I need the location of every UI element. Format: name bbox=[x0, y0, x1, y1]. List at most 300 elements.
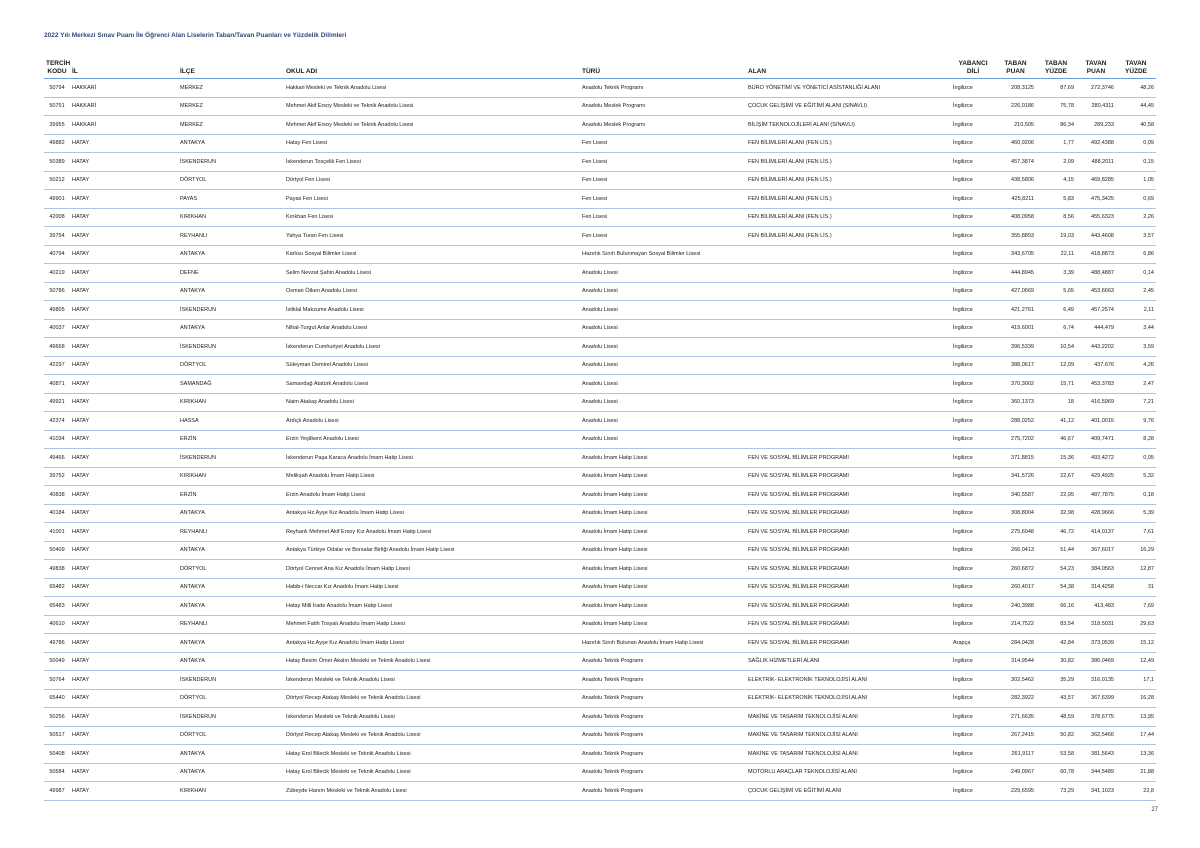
cell-taban-puan: 210,505 bbox=[995, 116, 1036, 135]
cell-il: HATAY bbox=[70, 560, 178, 579]
cell-taban-yuzde: 22,95 bbox=[1036, 486, 1076, 505]
cell-ilce: KIRIKHAN bbox=[178, 208, 284, 227]
cell-tavan-yuzde: 0,15 bbox=[1116, 153, 1156, 172]
cell-okul: Reyhanlı Mehmet Akif Ersoy Kız Anadolu İmam Hatip Lisesi bbox=[284, 523, 580, 542]
cell-tur: Anadolu İmam Hatip Lisesi bbox=[580, 467, 746, 486]
cell-il: HATAY bbox=[70, 523, 178, 542]
table-row bbox=[44, 634, 1156, 653]
cell-tur: Anadolu İmam Hatip Lisesi bbox=[580, 578, 746, 597]
cell-il: HATAY bbox=[70, 504, 178, 523]
cell-taban-yuzde: 86,34 bbox=[1036, 116, 1076, 135]
cell-dil: İngilizce bbox=[951, 338, 995, 357]
cell-dil: İngilizce bbox=[951, 79, 995, 98]
cell-kod: 39752 bbox=[44, 467, 70, 486]
cell-dil: İngilizce bbox=[951, 615, 995, 634]
table-row bbox=[44, 245, 1156, 264]
cell-ilce: SAMANDAĞ bbox=[178, 375, 284, 394]
cell-dil: İngilizce bbox=[951, 652, 995, 671]
cell-taban-puan: 419,6001 bbox=[995, 319, 1036, 338]
cell-taban-yuzde: 5,65 bbox=[1036, 282, 1076, 301]
cell-il: HATAY bbox=[70, 708, 178, 727]
cell-kod: 50786 bbox=[44, 282, 70, 301]
table-row bbox=[44, 615, 1156, 634]
cell-tavan-puan: 289,233 bbox=[1076, 116, 1116, 135]
cell-tur: Anadolu İmam Hatip Lisesi bbox=[580, 504, 746, 523]
cell-tavan-puan: 453,6663 bbox=[1076, 282, 1116, 301]
cell-dil: İngilizce bbox=[951, 708, 995, 727]
cell-taban-yuzde: 5,83 bbox=[1036, 190, 1076, 209]
cell-okul: Ardıçlı Anadolu Lisesi bbox=[284, 412, 580, 431]
cell-tavan-yuzde: 3,57 bbox=[1116, 227, 1156, 246]
cell-tur: Anadolu Lisesi bbox=[580, 282, 746, 301]
cell-tavan-puan: 280,4311 bbox=[1076, 97, 1116, 116]
cell-ilce: DÖRTYOL bbox=[178, 560, 284, 579]
header-okul: OKUL ADI bbox=[284, 56, 580, 79]
cell-taban-yuzde: 83,54 bbox=[1036, 615, 1076, 634]
cell-il: HATAY bbox=[70, 338, 178, 357]
cell-kod: 50794 bbox=[44, 79, 70, 98]
cell-kod: 49466 bbox=[44, 449, 70, 468]
cell-tavan-yuzde: 40,58 bbox=[1116, 116, 1156, 135]
cell-okul: Antakya Hz.Ayşe Kız Anadolu İmam Hatip Lisesi bbox=[284, 504, 580, 523]
cell-ilce: ANTAKYA bbox=[178, 578, 284, 597]
cell-il: HAKKARİ bbox=[70, 79, 178, 98]
cell-dil: İngilizce bbox=[951, 171, 995, 190]
cell-taban-yuzde: 66,16 bbox=[1036, 597, 1076, 616]
cell-ilce: DÖRTYOL bbox=[178, 171, 284, 190]
cell-dil: İngilizce bbox=[951, 745, 995, 764]
cell-tur: Anadolu Teknik Programı bbox=[580, 782, 746, 801]
cell-alan: FEN BİLİMLERİ ALANI (FEN LİS.) bbox=[746, 208, 951, 227]
cell-tur: Hazırlık Sınıfı Bulunan Anadolu İmam Hatip Lisesi bbox=[580, 634, 746, 653]
cell-taban-yuzde: 73,29 bbox=[1036, 782, 1076, 801]
cell-il: HATAY bbox=[70, 171, 178, 190]
cell-kod: 50751 bbox=[44, 97, 70, 116]
cell-kod: 50584 bbox=[44, 763, 70, 782]
cell-taban-yuzde: 3,39 bbox=[1036, 264, 1076, 283]
cell-kod: 39754 bbox=[44, 227, 70, 246]
cell-tur: Anadolu Teknik Programı bbox=[580, 671, 746, 690]
cell-taban-yuzde: 18 bbox=[1036, 393, 1076, 412]
cell-tavan-yuzde: 17,1 bbox=[1116, 671, 1156, 690]
cell-il: HATAY bbox=[70, 356, 178, 375]
cell-ilce: MERKEZ bbox=[178, 97, 284, 116]
cell-taban-puan: 275,6048 bbox=[995, 523, 1036, 542]
cell-ilce: HASSA bbox=[178, 412, 284, 431]
cell-taban-yuzde: 30,82 bbox=[1036, 652, 1076, 671]
cell-taban-yuzde: 19,03 bbox=[1036, 227, 1076, 246]
cell-taban-puan: 261,9117 bbox=[995, 745, 1036, 764]
cell-okul: Erzin Yeşilkent Anadolu Lisesi bbox=[284, 430, 580, 449]
cell-ilce: DÖRTYOL bbox=[178, 689, 284, 708]
cell-il: HATAY bbox=[70, 153, 178, 172]
cell-dil: İngilizce bbox=[951, 190, 995, 209]
cell-tavan-yuzde: 7,69 bbox=[1116, 597, 1156, 616]
cell-tur: Fen Lisesi bbox=[580, 134, 746, 153]
cell-okul: Hatay Milli İrade Anadolu İmam Hatip Lisesi bbox=[284, 597, 580, 616]
cell-alan bbox=[746, 301, 951, 320]
cell-kod: 50049 bbox=[44, 652, 70, 671]
cell-ilce: ERZİN bbox=[178, 430, 284, 449]
cell-alan bbox=[746, 319, 951, 338]
cell-okul: Dörtyol Recep Atakaş Mesleki ve Teknik Anadolu Lisesi bbox=[284, 689, 580, 708]
cell-tur: Anadolu Lisesi bbox=[580, 356, 746, 375]
table-row bbox=[44, 356, 1156, 375]
cell-il: HATAY bbox=[70, 763, 178, 782]
cell-tavan-puan: 437,676 bbox=[1076, 356, 1116, 375]
table-row bbox=[44, 393, 1156, 412]
cell-alan: FEN VE SOSYAL BİLİMLER PROGRAMI bbox=[746, 560, 951, 579]
cell-taban-yuzde: 15,36 bbox=[1036, 449, 1076, 468]
cell-alan: FEN VE SOSYAL BİLİMLER PROGRAMI bbox=[746, 578, 951, 597]
header-tur: TÜRÜ bbox=[580, 56, 746, 79]
cell-ilce: DÖRTYOL bbox=[178, 356, 284, 375]
table-row bbox=[44, 745, 1156, 764]
cell-kod: 50409 bbox=[44, 541, 70, 560]
cell-taban-yuzde: 51,44 bbox=[1036, 541, 1076, 560]
cell-dil: İngilizce bbox=[951, 578, 995, 597]
cell-tavan-yuzde: 16,28 bbox=[1116, 689, 1156, 708]
cell-okul: Selim Nevzat Şahin Anadolu Lisesi bbox=[284, 264, 580, 283]
cell-tavan-puan: 443,2202 bbox=[1076, 338, 1116, 357]
cell-taban-puan: 421,2761 bbox=[995, 301, 1036, 320]
cell-tur: Anadolu İmam Hatip Lisesi bbox=[580, 560, 746, 579]
cell-il: HATAY bbox=[70, 578, 178, 597]
cell-okul: İskenderun Paşa Karaca Anadolu İmam Hatip Lisesi bbox=[284, 449, 580, 468]
cell-alan: MAKİNE VE TASARIM TEKNOLOJİSİ ALANI bbox=[746, 708, 951, 727]
cell-tur: Anadolu Teknik Programı bbox=[580, 79, 746, 98]
cell-okul: Samandağ Atatürk Anadolu Lisesi bbox=[284, 375, 580, 394]
cell-dil: İngilizce bbox=[951, 264, 995, 283]
cell-dil: İngilizce bbox=[951, 245, 995, 264]
header-alan: ALAN bbox=[746, 56, 951, 79]
cell-kod: 40219 bbox=[44, 264, 70, 283]
cell-taban-puan: 260,6872 bbox=[995, 560, 1036, 579]
cell-taban-puan: 284,0428 bbox=[995, 634, 1036, 653]
cell-taban-puan: 444,8945 bbox=[995, 264, 1036, 283]
cell-tavan-yuzde: 9,76 bbox=[1116, 412, 1156, 431]
cell-taban-yuzde: 50,82 bbox=[1036, 726, 1076, 745]
cell-alan: FEN BİLİMLERİ ALANI (FEN LİS.) bbox=[746, 171, 951, 190]
cell-tavan-puan: 455,6323 bbox=[1076, 208, 1116, 227]
cell-taban-puan: 457,3874 bbox=[995, 153, 1036, 172]
cell-okul: İskenderun Tosçelik Fen Lisesi bbox=[284, 153, 580, 172]
cell-dil: İngilizce bbox=[951, 393, 995, 412]
cell-taban-puan: 275,7202 bbox=[995, 430, 1036, 449]
cell-alan bbox=[746, 264, 951, 283]
table-row bbox=[44, 726, 1156, 745]
cell-kod: 50764 bbox=[44, 671, 70, 690]
cell-dil: İngilizce bbox=[951, 375, 995, 394]
cell-taban-yuzde: 46,72 bbox=[1036, 523, 1076, 542]
table-row bbox=[44, 504, 1156, 523]
cell-tavan-yuzde: 3,44 bbox=[1116, 319, 1156, 338]
cell-tavan-puan: 429,4925 bbox=[1076, 467, 1116, 486]
cell-okul: Antakya Hz.Ayşe Kız Anadolu İmam Hatip Lisesi bbox=[284, 634, 580, 653]
cell-tavan-puan: 318,5031 bbox=[1076, 615, 1116, 634]
cell-okul: Hatay Erol Bilecik Mesleki ve Teknik Anadolu Lisesi bbox=[284, 763, 580, 782]
cell-ilce: MERKEZ bbox=[178, 79, 284, 98]
cell-taban-yuzde: 6,49 bbox=[1036, 301, 1076, 320]
table-row bbox=[44, 319, 1156, 338]
cell-alan: ÇOCUK GELİŞİMİ VE EĞİTİMİ ALANI bbox=[746, 782, 951, 801]
cell-taban-yuzde: 53,58 bbox=[1036, 745, 1076, 764]
cell-kod: 41034 bbox=[44, 430, 70, 449]
cell-taban-puan: 249,0967 bbox=[995, 763, 1036, 782]
table-row bbox=[44, 430, 1156, 449]
cell-taban-yuzde: 60,78 bbox=[1036, 763, 1076, 782]
cell-ilce: ERZİN bbox=[178, 486, 284, 505]
cell-il: HATAY bbox=[70, 726, 178, 745]
cell-alan: FEN VE SOSYAL BİLİMLER PROGRAMI bbox=[746, 449, 951, 468]
cell-tavan-puan: 413,483 bbox=[1076, 597, 1116, 616]
cell-okul: Kırıkhan Fen Lisesi bbox=[284, 208, 580, 227]
cell-il: HATAY bbox=[70, 301, 178, 320]
cell-alan: FEN VE SOSYAL BİLİMLER PROGRAMI bbox=[746, 634, 951, 653]
cell-tur: Fen Lisesi bbox=[580, 208, 746, 227]
cell-tavan-puan: 457,2574 bbox=[1076, 301, 1116, 320]
cell-alan: FEN VE SOSYAL BİLİMLER PROGRAMI bbox=[746, 541, 951, 560]
cell-okul: İskenderun Mesleki ve Teknik Anadolu Lisesi bbox=[284, 708, 580, 727]
cell-taban-puan: 460,9206 bbox=[995, 134, 1036, 153]
cell-taban-puan: 371,8815 bbox=[995, 449, 1036, 468]
cell-taban-puan: 267,2415 bbox=[995, 726, 1036, 745]
cell-dil: İngilizce bbox=[951, 208, 995, 227]
table-row bbox=[44, 171, 1156, 190]
cell-tavan-yuzde: 2,26 bbox=[1116, 208, 1156, 227]
cell-alan: MAKİNE VE TASARIM TEKNOLOJİSİ ALANI bbox=[746, 745, 951, 764]
cell-il: HAKKARİ bbox=[70, 116, 178, 135]
cell-taban-puan: 226,0186 bbox=[995, 97, 1036, 116]
cell-tur: Anadolu Lisesi bbox=[580, 319, 746, 338]
cell-kod: 40037 bbox=[44, 319, 70, 338]
cell-okul: Melikşah Anadolu İmam Hatip Lisesi bbox=[284, 467, 580, 486]
cell-tavan-puan: 488,2011 bbox=[1076, 153, 1116, 172]
cell-alan: BİLİŞİM TEKNOLOJİLERİ ALANI (SINAVLI) bbox=[746, 116, 951, 135]
cell-alan bbox=[746, 430, 951, 449]
cell-okul: Naim Atakaş Anadolu Lisesi bbox=[284, 393, 580, 412]
cell-il: HATAY bbox=[70, 375, 178, 394]
score-table bbox=[44, 56, 1156, 801]
header-il: İL bbox=[70, 56, 178, 79]
cell-dil: İngilizce bbox=[951, 116, 995, 135]
cell-tavan-yuzde: 0,69 bbox=[1116, 190, 1156, 209]
cell-dil: İngilizce bbox=[951, 486, 995, 505]
cell-alan bbox=[746, 282, 951, 301]
cell-tavan-puan: 488,4887 bbox=[1076, 264, 1116, 283]
cell-tavan-puan: 316,0135 bbox=[1076, 671, 1116, 690]
header-taban-yuzde: TABAN YÜZDE bbox=[1036, 56, 1076, 79]
cell-ilce: MERKEZ bbox=[178, 116, 284, 135]
cell-tavan-yuzde: 31 bbox=[1116, 578, 1156, 597]
cell-tur: Fen Lisesi bbox=[580, 153, 746, 172]
cell-alan: FEN VE SOSYAL BİLİMLER PROGRAMI bbox=[746, 615, 951, 634]
table-row bbox=[44, 486, 1156, 505]
table-row bbox=[44, 578, 1156, 597]
cell-taban-puan: 302,5462 bbox=[995, 671, 1036, 690]
cell-alan: FEN VE SOSYAL BİLİMLER PROGRAMI bbox=[746, 486, 951, 505]
cell-alan: FEN BİLİMLERİ ALANI (FEN LİS.) bbox=[746, 190, 951, 209]
cell-ilce: ANTAKYA bbox=[178, 597, 284, 616]
cell-okul: Süleyman Demirel Anadolu Lisesi bbox=[284, 356, 580, 375]
cell-dil: İngilizce bbox=[951, 523, 995, 542]
cell-okul: Osman Ötken Anadolu Lisesi bbox=[284, 282, 580, 301]
cell-okul: Yahya Turan Fen Lisesi bbox=[284, 227, 580, 246]
cell-dil: İngilizce bbox=[951, 689, 995, 708]
cell-okul: Dörtyol Fen Lisesi bbox=[284, 171, 580, 190]
cell-taban-puan: 340,5587 bbox=[995, 486, 1036, 505]
cell-taban-yuzde: 42,84 bbox=[1036, 634, 1076, 653]
cell-tavan-yuzde: 8,28 bbox=[1116, 430, 1156, 449]
cell-kod: 49838 bbox=[44, 560, 70, 579]
cell-tavan-yuzde: 2,45 bbox=[1116, 282, 1156, 301]
table-row bbox=[44, 689, 1156, 708]
cell-ilce: REYHANLI bbox=[178, 523, 284, 542]
cell-kod: 40610 bbox=[44, 615, 70, 634]
cell-kod: 65483 bbox=[44, 597, 70, 616]
cell-tur: Anadolu Lisesi bbox=[580, 393, 746, 412]
cell-tavan-yuzde: 0,18 bbox=[1116, 486, 1156, 505]
header-tavan-puan: TAVAN PUAN bbox=[1076, 56, 1116, 79]
cell-kod: 41001 bbox=[44, 523, 70, 542]
cell-tur: Fen Lisesi bbox=[580, 190, 746, 209]
cell-dil: İngilizce bbox=[951, 282, 995, 301]
cell-tavan-puan: 373,0539 bbox=[1076, 634, 1116, 653]
cell-tur: Anadolu Teknik Programı bbox=[580, 652, 746, 671]
cell-kod: 49987 bbox=[44, 782, 70, 801]
table-row bbox=[44, 782, 1156, 801]
cell-ilce: DÖRTYOL bbox=[178, 726, 284, 745]
cell-alan: FEN VE SOSYAL BİLİMLER PROGRAMI bbox=[746, 504, 951, 523]
cell-alan bbox=[746, 338, 951, 357]
cell-okul: Mehmet Akif Ersoy Mesleki ve Teknik Anadolu Lisesi bbox=[284, 116, 580, 135]
cell-taban-puan: 396,5339 bbox=[995, 338, 1036, 357]
cell-alan: FEN BİLİMLERİ ALANI (FEN LİS.) bbox=[746, 153, 951, 172]
cell-kod: 50212 bbox=[44, 171, 70, 190]
cell-taban-yuzde: 22,67 bbox=[1036, 467, 1076, 486]
cell-tur: Anadolu İmam Hatip Lisesi bbox=[580, 597, 746, 616]
cell-tavan-puan: 475,3425 bbox=[1076, 190, 1116, 209]
cell-kod: 50256 bbox=[44, 708, 70, 727]
cell-dil: İngilizce bbox=[951, 726, 995, 745]
table-row bbox=[44, 412, 1156, 431]
cell-ilce: İSKENDERUN bbox=[178, 708, 284, 727]
cell-taban-puan: 341,5726 bbox=[995, 467, 1036, 486]
cell-il: HATAY bbox=[70, 597, 178, 616]
cell-dil: İngilizce bbox=[951, 412, 995, 431]
cell-il: HATAY bbox=[70, 134, 178, 153]
cell-taban-puan: 282,3922 bbox=[995, 689, 1036, 708]
cell-okul: Mehmet Fatih Tosyalı Anadolu İmam Hatip Lisesi bbox=[284, 615, 580, 634]
cell-tur: Anadolu Lisesi bbox=[580, 338, 746, 357]
cell-tavan-yuzde: 12,87 bbox=[1116, 560, 1156, 579]
cell-tavan-puan: 444,479 bbox=[1076, 319, 1116, 338]
cell-tur: Anadolu Lisesi bbox=[580, 412, 746, 431]
cell-taban-puan: 288,0252 bbox=[995, 412, 1036, 431]
cell-il: HATAY bbox=[70, 412, 178, 431]
cell-tur: Anadolu İmam Hatip Lisesi bbox=[580, 615, 746, 634]
cell-taban-yuzde: 8,56 bbox=[1036, 208, 1076, 227]
cell-taban-puan: 343,6705 bbox=[995, 245, 1036, 264]
cell-taban-puan: 438,5806 bbox=[995, 171, 1036, 190]
cell-il: HATAY bbox=[70, 652, 178, 671]
table-header-row bbox=[44, 56, 1156, 79]
cell-tavan-puan: 367,6399 bbox=[1076, 689, 1116, 708]
cell-okul: Nihal-Turgut Anlar Anadolu Lisesi bbox=[284, 319, 580, 338]
cell-taban-yuzde: 54,23 bbox=[1036, 560, 1076, 579]
document-title: 2022 Yılı Merkezi Sınav Puanı İle Öğrenci Alan Liselerin Taban/Tavan Puanları ve Yüzdelik Dilimleri bbox=[44, 32, 347, 39]
cell-alan: FEN BİLİMLERİ ALANI (FEN LİS.) bbox=[746, 227, 951, 246]
cell-kod: 40871 bbox=[44, 375, 70, 394]
cell-alan bbox=[746, 356, 951, 375]
table-row bbox=[44, 208, 1156, 227]
cell-tavan-yuzde: 7,61 bbox=[1116, 523, 1156, 542]
cell-tavan-yuzde: 2,11 bbox=[1116, 301, 1156, 320]
cell-il: HATAY bbox=[70, 615, 178, 634]
cell-dil: İngilizce bbox=[951, 430, 995, 449]
cell-tur: Anadolu İmam Hatip Lisesi bbox=[580, 449, 746, 468]
cell-tavan-puan: 367,6017 bbox=[1076, 541, 1116, 560]
cell-taban-yuzde: 54,38 bbox=[1036, 578, 1076, 597]
cell-kod: 50408 bbox=[44, 745, 70, 764]
cell-taban-puan: 355,8893 bbox=[995, 227, 1036, 246]
cell-tur: Anadolu Lisesi bbox=[580, 301, 746, 320]
table-row bbox=[44, 264, 1156, 283]
cell-dil: İngilizce bbox=[951, 763, 995, 782]
cell-tur: Anadolu Meslek Programı bbox=[580, 116, 746, 135]
cell-okul: Mehmet Akif Ersoy Mesleki ve Teknik Anadolu Lisesi bbox=[284, 97, 580, 116]
cell-alan: ELEKTRİK- ELEKTRONİK TEKNOLOJİSİ ALANI bbox=[746, 689, 951, 708]
cell-dil: Arapça bbox=[951, 634, 995, 653]
cell-tavan-yuzde: 44,45 bbox=[1116, 97, 1156, 116]
cell-tur: Anadolu İmam Hatip Lisesi bbox=[580, 541, 746, 560]
cell-il: HATAY bbox=[70, 264, 178, 283]
cell-taban-puan: 314,9544 bbox=[995, 652, 1036, 671]
cell-tur: Anadolu Teknik Programı bbox=[580, 763, 746, 782]
cell-alan: FEN VE SOSYAL BİLİMLER PROGRAMI bbox=[746, 467, 951, 486]
cell-okul: Erzin Anadolu İmam Hatip Lisesi bbox=[284, 486, 580, 505]
cell-alan bbox=[746, 375, 951, 394]
cell-tavan-yuzde: 13,36 bbox=[1116, 745, 1156, 764]
cell-il: HATAY bbox=[70, 227, 178, 246]
cell-taban-yuzde: 1,77 bbox=[1036, 134, 1076, 153]
table-row bbox=[44, 671, 1156, 690]
table-row bbox=[44, 597, 1156, 616]
cell-kod: 49786 bbox=[44, 634, 70, 653]
cell-ilce: ANTAKYA bbox=[178, 745, 284, 764]
cell-alan: MOTORLU ARAÇLAR TEKNOLOJİSİ ALANI bbox=[746, 763, 951, 782]
cell-taban-puan: 425,8211 bbox=[995, 190, 1036, 209]
cell-taban-yuzde: 41,12 bbox=[1036, 412, 1076, 431]
cell-tavan-puan: 401,0015 bbox=[1076, 412, 1116, 431]
cell-ilce: ANTAKYA bbox=[178, 319, 284, 338]
cell-tavan-puan: 493,4272 bbox=[1076, 449, 1116, 468]
cell-okul: Dörtyol Cennet Ana Kız Anadolu İmam Hatip Lisesi bbox=[284, 560, 580, 579]
page-number: 27 bbox=[1151, 807, 1158, 813]
cell-tur: Anadolu Teknik Programı bbox=[580, 689, 746, 708]
cell-alan: FEN VE SOSYAL BİLİMLER PROGRAMI bbox=[746, 523, 951, 542]
cell-kod: 49921 bbox=[44, 393, 70, 412]
cell-tavan-yuzde: 12,49 bbox=[1116, 652, 1156, 671]
table-body bbox=[44, 79, 1156, 801]
cell-tur: Anadolu Teknik Programı bbox=[580, 708, 746, 727]
cell-dil: İngilizce bbox=[951, 504, 995, 523]
cell-taban-puan: 214,7522 bbox=[995, 615, 1036, 634]
cell-tur: Anadolu Teknik Programı bbox=[580, 745, 746, 764]
cell-kod: 65440 bbox=[44, 689, 70, 708]
table-row bbox=[44, 338, 1156, 357]
cell-ilce: İSKENDERUN bbox=[178, 671, 284, 690]
